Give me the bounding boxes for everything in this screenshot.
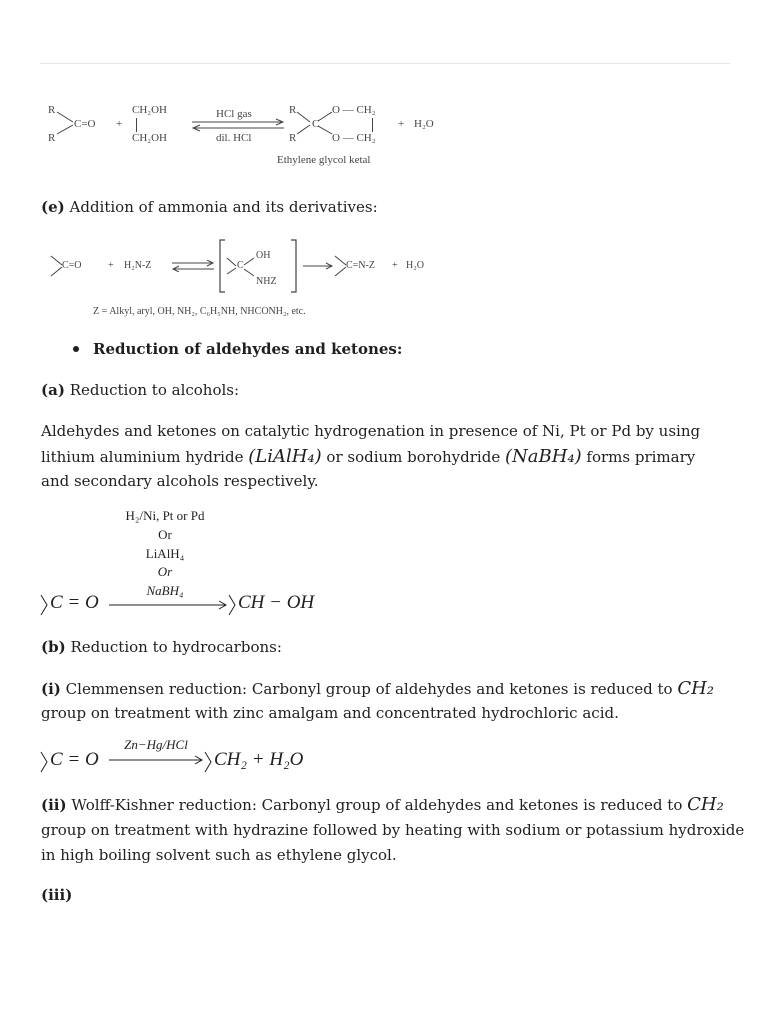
eq-a-condition-3: LiAlH₄	[145, 546, 185, 561]
paragraph-ii-line1	[41, 792, 724, 818]
section-b-heading	[41, 635, 282, 660]
eq-a-left-bracket	[40, 594, 50, 616]
eq-i-reactant: C = O	[50, 749, 99, 770]
water-product-2: H₂O	[406, 260, 424, 271]
ch2-formula-2: CH₂	[687, 794, 724, 815]
equilibrium-arrow	[190, 118, 286, 132]
product-o-bottom: O — CH₂	[332, 132, 376, 144]
bullet-dot	[73, 346, 79, 352]
bullet-heading: Reduction of aldehydes and ketones:	[93, 340, 403, 358]
product-c: C	[312, 118, 320, 130]
section-a-heading	[41, 378, 239, 403]
reactant-carbonyl: C=O	[74, 118, 96, 130]
paragraph-ii-line2: group on treatment with hydrazine followed by heating with sodium or potassium hydroxide	[41, 821, 745, 839]
glycol-bond	[136, 118, 137, 132]
paragraph-i-line1	[41, 676, 714, 702]
forward-arrow	[302, 262, 334, 270]
left-carbonyl: C=O	[62, 260, 82, 271]
eq-a-condition-2: Or	[158, 527, 172, 542]
section-b-label: (b)	[41, 638, 66, 656]
paragraph-i-line1-text: Clemmensen reduction: Carbonyl group of aldehydes and ketones is reduced to	[60, 680, 678, 698]
eq-i-arrow	[108, 755, 204, 765]
ketal-caption: Ethylene glycol ketal	[277, 154, 371, 166]
reagent-reverse: dil. HCl	[216, 132, 252, 144]
eq-a-arrow	[108, 600, 228, 610]
eq-a-condition-1: H₂/Ni, Pt or Pd	[125, 508, 205, 523]
glycol-bottom: CH₂OH	[132, 132, 168, 144]
plus-sign: +	[116, 118, 123, 130]
paragraph-a-line3: and secondary alcohols respectively.	[41, 472, 319, 490]
eq-a-condition-4: Or	[157, 564, 173, 579]
intermediate-nhz: NHZ	[256, 276, 277, 287]
product-o-top: O — CH₂	[332, 104, 376, 116]
eq-a-product: CH − OH	[238, 592, 315, 613]
paragraph-a-line2-pre: lithium aluminium hydride	[41, 448, 249, 466]
ch2-formula-1: CH₂	[677, 678, 715, 699]
section-e-label: (e)	[41, 198, 65, 216]
reagent-forward: HCl gas	[216, 108, 252, 120]
section-e-text: Addition of ammonia and its derivatives:	[64, 198, 378, 216]
paragraph-ii-line1-text: Wolff-Kishner reduction: Carbonyl group of aldehydes and ketones is reduced to	[66, 796, 688, 814]
product-ring-bond	[372, 118, 373, 132]
water-product: H₂O	[414, 118, 434, 130]
z-definition: Z = Alkyl, aryl, OH, NH₂, C₆H₅NH, NHCONH₂, etc.	[93, 306, 306, 317]
section-b-text: Reduction to hydrocarbons:	[65, 638, 282, 656]
lialh4-formula: (LiAlH₄)	[248, 446, 322, 467]
section-e-heading	[41, 195, 378, 220]
section-a-text: Reduction to alcohols:	[64, 381, 240, 399]
plus-sign-2: +	[398, 118, 405, 130]
product-r-top: R	[289, 104, 297, 116]
reactant-r-top: R	[48, 104, 56, 116]
eq-i-product: CH₂ + H₂O	[214, 749, 304, 770]
paragraph-i-line2: group on treatment with zinc amalgam and concentrated hydrochloric acid.	[41, 704, 619, 722]
eq-i-condition: Zn−Hg/HCl	[124, 737, 188, 752]
product-r-bottom: R	[289, 132, 297, 144]
paragraph-a-line1: Aldehydes and ketones on catalytic hydrogenation in presence of Ni, Pt or Pd by using	[41, 422, 701, 440]
eq-i-left-bracket	[40, 751, 50, 773]
ammonia-reaction-figure	[40, 236, 460, 326]
section-iii-label: (iii)	[41, 886, 73, 904]
paragraph-a-line2-post: forms primary	[581, 448, 696, 466]
glycol-top: CH₂OH	[132, 104, 168, 116]
intermediate-oh: OH	[256, 250, 271, 261]
reagent-h2nz: H₂N-Z	[124, 260, 152, 271]
reactant-r-bottom: R	[48, 132, 56, 144]
paragraph-a-line2-mid: or sodium borohydride	[321, 448, 505, 466]
eq-a-reactant: C = O	[50, 592, 99, 613]
plus-sign-3: +	[108, 260, 114, 271]
plus-sign-4: +	[392, 260, 398, 271]
ketal-reaction-figure	[40, 96, 460, 176]
product-imine: C=N-Z	[346, 260, 375, 271]
reactant-bonds	[56, 110, 76, 136]
section-a-label: (a)	[41, 381, 65, 399]
eq-a-condition-5: NaBH₄	[146, 583, 184, 598]
intermediate-c: C	[237, 260, 244, 271]
eq-i-right-bracket	[204, 751, 214, 773]
nabh4-formula: (NaBH₄)	[504, 446, 582, 467]
paragraph-ii-line3: in high boiling solvent such as ethylene glycol.	[41, 846, 397, 864]
top-divider	[40, 63, 730, 64]
eq-a-right-bracket	[228, 594, 238, 616]
paragraph-ii-label: (ii)	[41, 796, 67, 814]
paragraph-a-line2	[41, 444, 695, 470]
paragraph-i-label: (i)	[41, 680, 61, 698]
equilibrium-arrow-2	[170, 260, 216, 272]
